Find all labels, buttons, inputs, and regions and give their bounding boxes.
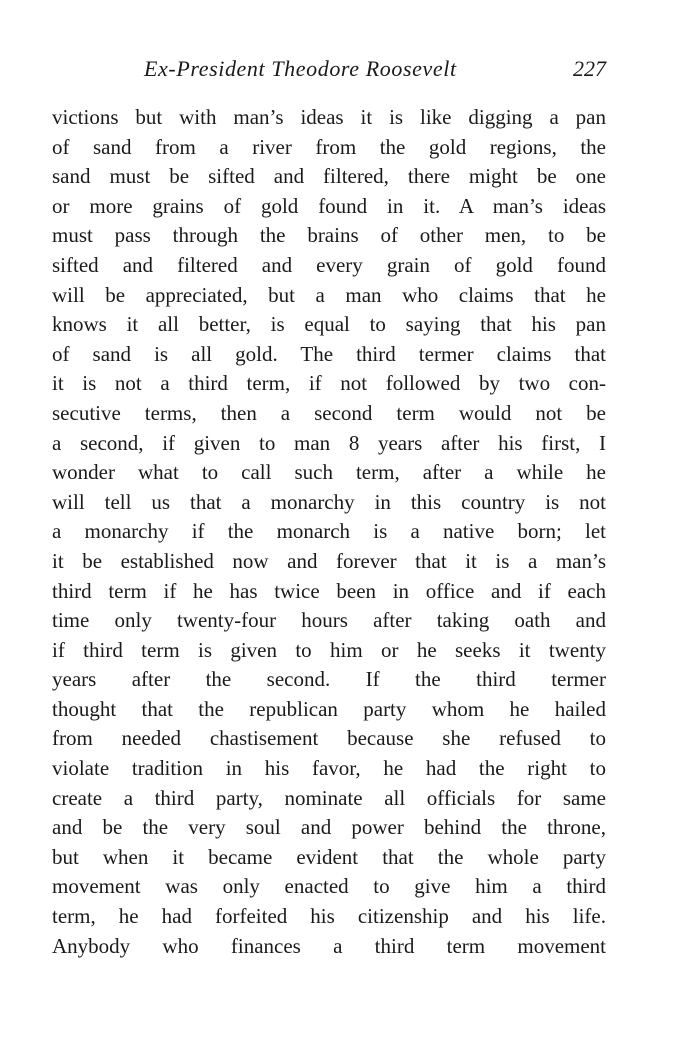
text-line: victions but with man’s ideas it is like digging a pan (52, 105, 606, 129)
text-line: a monarchy if the monarch is a native born; let (52, 519, 606, 544)
text-line: time only twenty-four hours after taking oath and (52, 608, 606, 633)
running-head (52, 56, 606, 86)
text-line: will be appreciated, but a man who claims that he (52, 282, 606, 307)
text-line: of sand from a river from the gold regions, the (52, 134, 606, 159)
text-line: but when it became evident that the whole party (52, 844, 606, 869)
text-line: or more grains of gold found in it. A man’s ideas (52, 193, 606, 218)
page-number: 227 (573, 56, 606, 81)
text-line: Anybody who finances a third term movement (52, 933, 606, 958)
text-line: must pass through the brains of other men, to be (52, 223, 606, 248)
text-line: if third term is given to him or he seeks it twenty (52, 637, 606, 662)
text-line: it be established now and forever that it is a man’s (52, 548, 606, 573)
text-line: and be the very soul and power behind the throne, (52, 815, 606, 840)
text-line: will tell us that a monarchy in this country is not (52, 489, 606, 514)
running-title: Ex-President Theodore Roosevelt (144, 56, 457, 81)
text-line: it is not a third term, if not followed by two con- (52, 371, 606, 396)
text-line: years after the second. If the third termer (52, 667, 606, 692)
text-line: of sand is all gold. The third termer claims that (52, 341, 606, 366)
body-text (52, 103, 606, 961)
text-line: third term if he has twice been in office and if each (52, 578, 606, 603)
text-line: wonder what to call such term, after a while he (52, 460, 606, 485)
text-line: knows it all better, is equal to saying that his pan (52, 312, 606, 337)
text-line: term, he had forfeited his citizenship and his life. (52, 904, 606, 929)
text-line: a second, if given to man 8 years after his first, I (52, 430, 606, 455)
text-line: from needed chastisement because she refused to (52, 726, 606, 751)
text-line: sifted and filtered and every grain of gold found (52, 252, 606, 277)
text-line: thought that the republican party whom he hailed (52, 696, 606, 721)
text-line: violate tradition in his favor, he had the right to (52, 756, 606, 781)
text-line: create a third party, nominate all officials for same (52, 785, 606, 810)
text-line: sand must be sifted and filtered, there might be one (52, 164, 606, 189)
text-line: movement was only enacted to give him a third (52, 874, 606, 899)
text-line: secutive terms, then a second term would not be (52, 400, 606, 425)
